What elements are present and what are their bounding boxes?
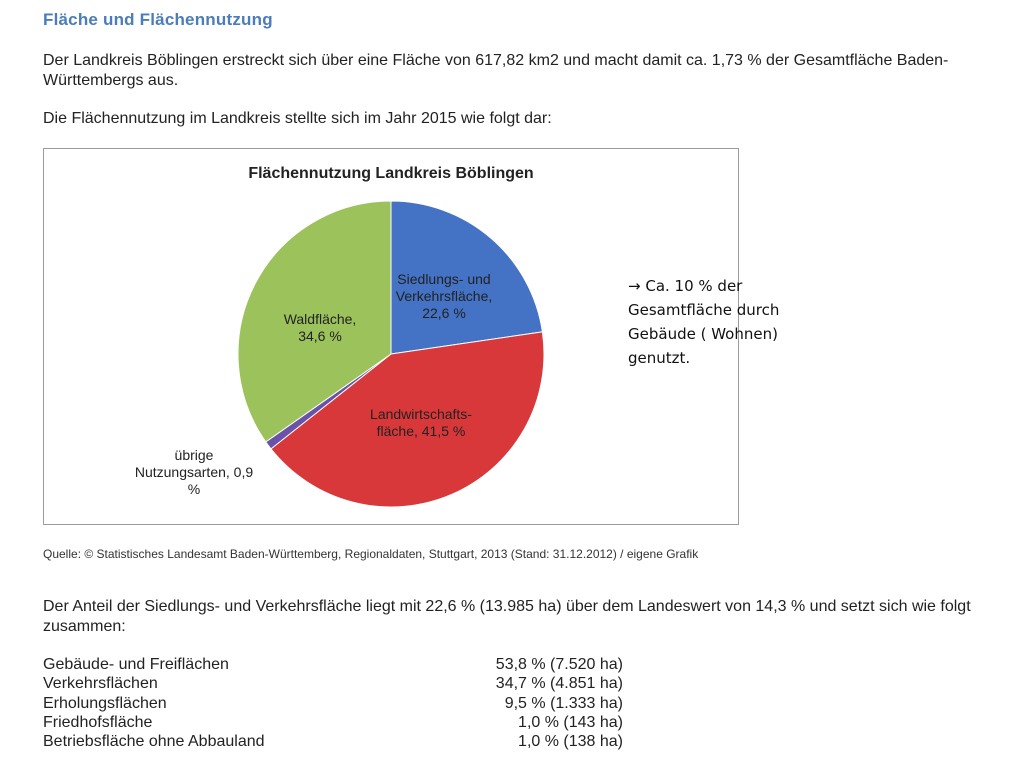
row-label: Verkehrsflächen [43,675,158,693]
table-row [43,674,623,693]
row-value: 1,0 % (143 ha) [518,713,623,731]
row-value: 9,5 % (1.333 ha) [504,694,623,712]
chart-title: Flächennutzung Landkreis Böblingen [248,165,534,182]
table-row [43,694,623,713]
row-label: Erholungsflächen [43,694,167,712]
table-row [43,732,623,751]
slice-wald-label: Waldfläche, 34,6 % [283,311,357,344]
note-line-1: Ca. 10 % der [645,277,743,295]
breakdown-table [43,655,623,751]
note-line-4: genutzt. [628,349,691,367]
usage-intro-paragraph: Die Flächennutzung im Landkreis stellte sich im Jahr 2015 wie folgt dar: [43,110,552,127]
row-value: 1,0 % (138 ha) [518,733,623,751]
row-label: Friedhofsfläche [43,713,153,731]
arrow-right-icon: → [628,277,641,295]
row-value: 34,7 % (4.851 ha) [495,675,623,693]
annotation-note [628,274,803,370]
slice-landwirtschaft-label: Landwirtschafts-fläche, 41,5 % [370,406,472,439]
page-heading: Fläche und Flächennutzung [43,10,273,29]
table-row [43,655,623,674]
row-value: 53,8 % (7.520 ha) [495,656,623,673]
share-paragraph: Der Anteil der Siedlungs- und Verkehrsfläche liegt mit 22,6 % (13.985 ha) über dem Landeswert von 14,3 % und setzt sich wie folgt zusammen: [43,598,971,635]
source-citation: Quelle: © Statistisches Landesamt Baden-Württemberg, Regionaldaten, Stuttgart, 2013 (Stand: 31.12.2012) / eigene Grafik [43,547,699,561]
row-label: Gebäude- und Freiflächen [43,656,229,673]
intro-paragraph: Der Landkreis Böblingen erstreckt sich über eine Fläche von 617,82 km2 und macht damit ca. 1,73 % der Gesamtfläche Baden-Württembergs aus. [43,52,949,89]
slice-siedlung-label: Siedlungs- und Verkehrsfläche, 22,6 % [395,271,493,321]
table-row [43,713,623,732]
note-line-2: Gesamtfläche durch [628,301,780,319]
note-line-3: Gebäude ( Wohnen) [628,325,778,343]
row-label: Betriebsfläche ohne Abbauland [43,733,265,751]
slice-uebrige-label: übrige Nutzungsarten, 0,9 % [134,447,254,497]
